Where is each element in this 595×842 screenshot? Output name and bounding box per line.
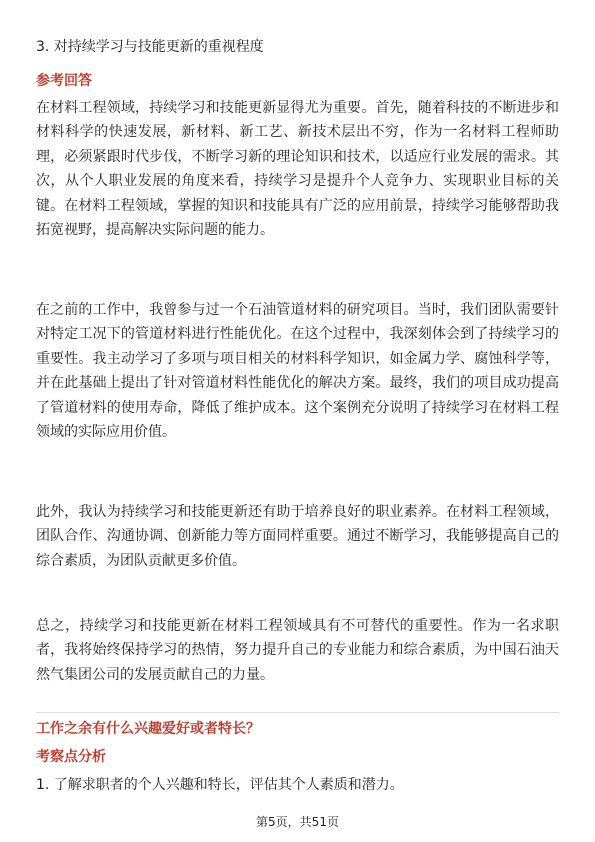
analysis-list-item: 1. 了解求职者的个人兴趣和特长，评估其个人素质和潜力。 [36, 777, 404, 793]
answer-label: 参考回答 [36, 73, 92, 89]
page-number: 第5页，共51页 [256, 815, 339, 829]
section-divider [36, 712, 559, 713]
answer-paragraph: 此外，我认为持续学习和技能更新还有助于培养良好的职业素养。在材料工程领域，团队合作、沟通协调、创新能力等方面同样重要。通过不断学习，我能够提高自己的综合素质，为团队贡献更多价值。 [36, 504, 559, 569]
answer-paragraph: 在之前的工作中，我曾参与过一个石油管道材料的研究项目。当时，我们团队需要针对特定工况下的管道材料进行性能优化。在这个过程中，我深刻体会到了持续学习的重要性。我主动学习了多项与项目相关的材料科学知识，如金属力学、腐蚀科学等，并在此基础上提出了针对管道材料性能优化的解决方案。最终，我们的项目成功提高了管道材料的使用寿命，降低了维护成本。这个案例充分说明了持续学习在材料工程领域的实际应用价值。 [36, 302, 559, 441]
analysis-label: 考察点分析 [36, 749, 106, 765]
answer-paragraph: 总之，持续学习和技能更新在材料工程领域具有不可替代的重要性。作为一名求职者，我将始终保持学习的热情，努力提升自己的专业能力和综合素质，为中国石油天然气集团公司的发展贡献自己的力量。 [36, 618, 559, 683]
answer-paragraph: 在材料工程领域，持续学习和技能更新显得尤为重要。首先，随着科技的不断进步和材料科学的快速发展，新材料、新工艺、新技术层出不穷，作为一名材料工程师助理，必须紧跟时代步伐，不断学习新的理论知识和技术，以适应行业发展的需求。其次，从个人职业发展的角度来看，持续学习是提升个人竞争力、实现职业目标的关键。在材料工程领域，掌握的知识和技能具有广泛的应用前景，持续学习能够帮助我拓宽视野，提高解决实际问题的能力。 [36, 100, 559, 239]
next-question-heading: 工作之余有什么兴趣爱好或者特长？ [36, 721, 260, 737]
question-heading: 3. 对持续学习与技能更新的重视程度 [36, 39, 264, 55]
